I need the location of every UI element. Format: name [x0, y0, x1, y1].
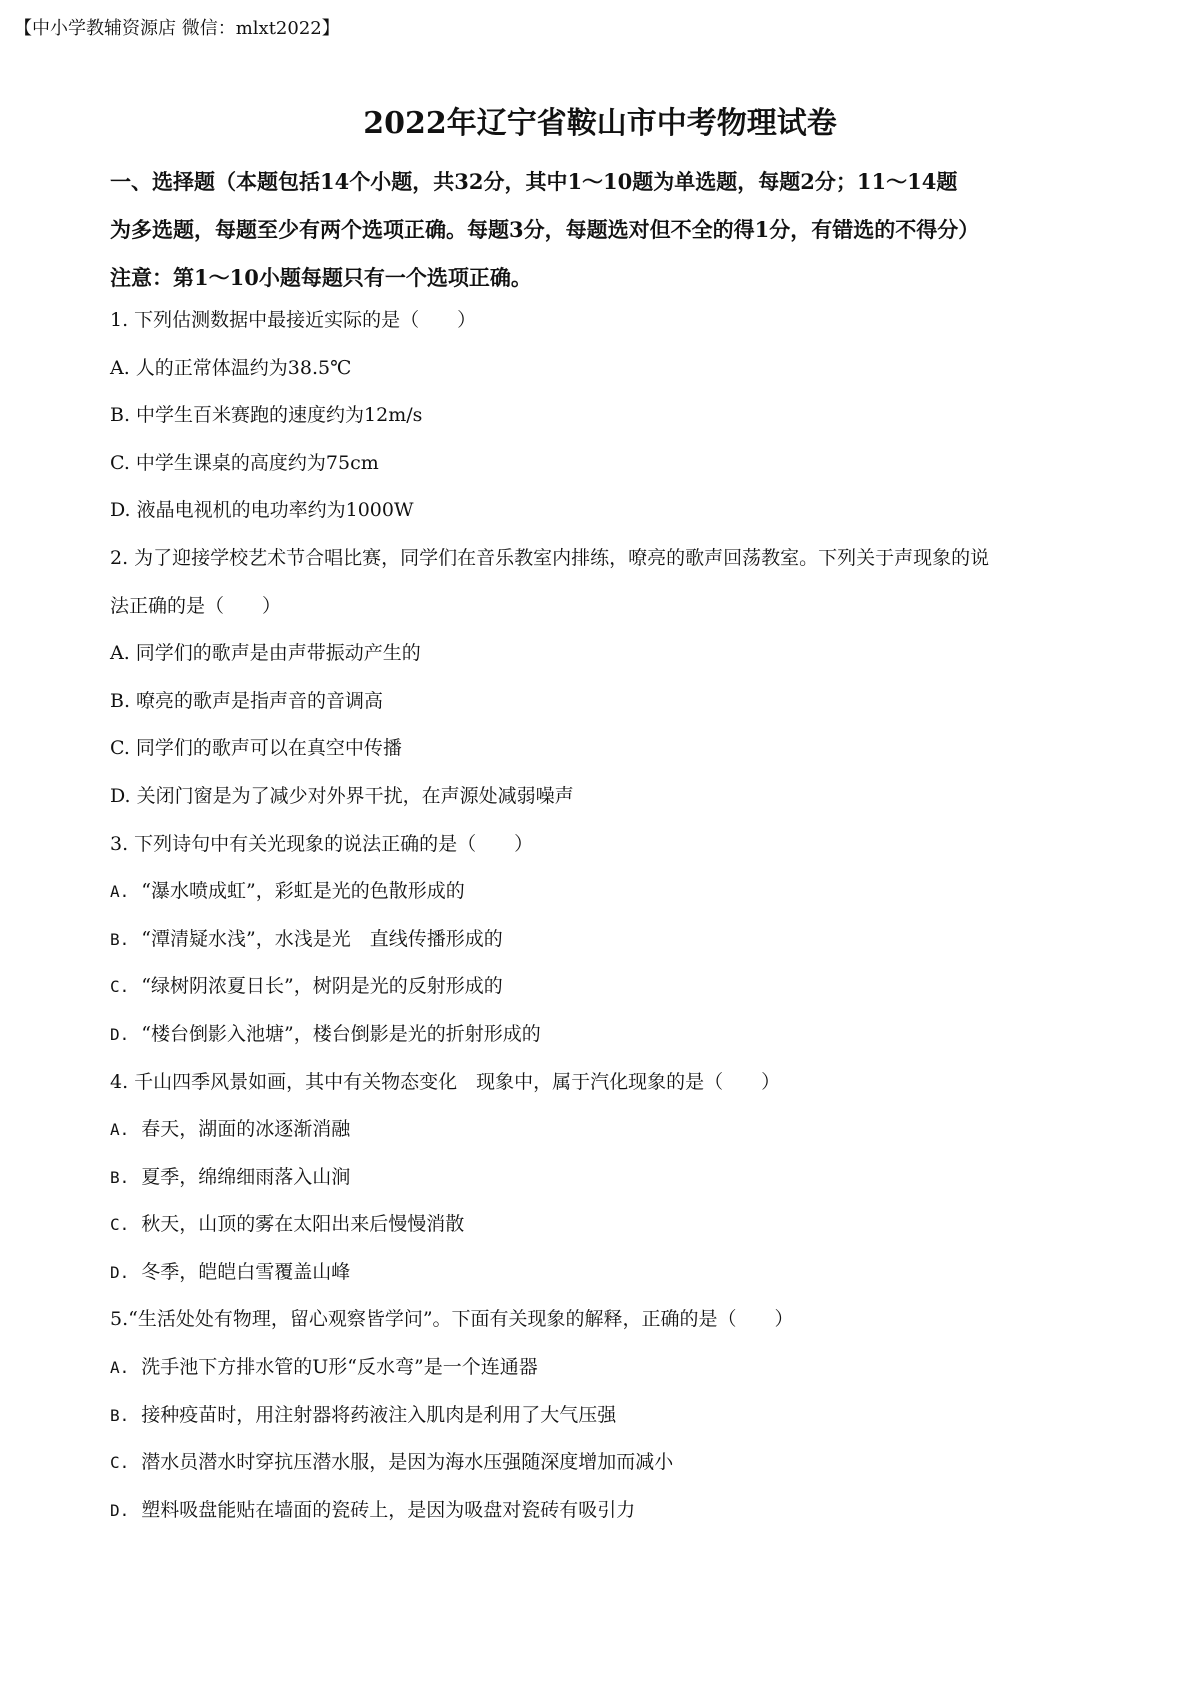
answer-option	[110, 1392, 1110, 1440]
answer-option	[110, 868, 1110, 916]
option-text: 同学们的歌声是由声带振动产生的	[135, 642, 421, 665]
option-text: 潜水员潜水时穿抗压潜水服，是因为海水压强随深度增加而减小	[141, 1451, 674, 1474]
question-3	[110, 821, 1110, 1059]
answer-option	[110, 773, 1110, 821]
answer-option	[110, 963, 1110, 1011]
option-label: D.	[110, 1500, 130, 1520]
answer-option	[110, 630, 1110, 678]
option-text: “绿树阴浓夏日长”，树阴是光的反射形成的	[141, 975, 503, 998]
option-text: 关闭门窗是为了减少对外界干扰，在声源处减弱噪声	[136, 784, 574, 807]
watermark-text: 【中小学教辅资源店 微信：mlxt2022】	[14, 18, 340, 39]
section-heading-line: 一、选择题（本题包括14个小题，共32分，其中1～10题为单选题，每题2分；11～14题	[110, 169, 958, 194]
answer-option	[110, 392, 1110, 440]
option-label: A.	[110, 642, 130, 665]
option-label: D.	[110, 1024, 130, 1044]
option-label: A.	[110, 1358, 130, 1378]
answer-option	[110, 1487, 1110, 1535]
option-text: 洗手池下方排水管的U形“反水弯”是一个连通器	[141, 1356, 538, 1379]
option-label: C.	[110, 737, 130, 760]
section-heading-line: 注意：第1～10小题每题只有一个选项正确。	[110, 265, 532, 290]
answer-option	[110, 1011, 1110, 1059]
option-text: 人的正常体温约为38.5℃	[135, 356, 352, 379]
option-label: B.	[110, 1405, 130, 1425]
option-text: “楼台倒影入池塘”，楼台倒影是光的折射形成的	[141, 1022, 541, 1045]
question-stem: 1. 下列估测数据中最接近实际的是（ ）	[110, 309, 477, 331]
answer-option	[110, 916, 1110, 964]
option-text: 嘹亮的歌声是指声音的音调高	[136, 689, 384, 712]
option-label: A.	[110, 882, 130, 902]
option-label: B.	[110, 1167, 130, 1187]
option-text: 中学生百米赛跑的速度约为12m/s	[136, 404, 423, 427]
question-stem: 2. 为了迎接学校艺术节合唱比赛，同学们在音乐教室内排练，嘹亮的歌声回荡教室。下列关于声现象的说	[110, 546, 990, 569]
option-text: 接种疫苗时，用注射器将药液注入肌肉是利用了大气压强	[141, 1403, 617, 1426]
option-label: A.	[110, 1120, 130, 1140]
answer-option	[110, 487, 1110, 535]
question-4	[110, 1059, 1110, 1297]
answer-option	[110, 1106, 1110, 1154]
question-list	[110, 297, 1110, 1534]
option-label: C.	[110, 977, 130, 997]
section-heading-line: 为多选题，每题至少有两个选项正确。每题3分，每题选对但不全的得1分，有错选的不得分）	[110, 217, 980, 242]
question-stem: 3. 下列诗句中有关光现象的说法正确的是（ ）	[110, 832, 534, 855]
question-stem: 法正确的是（ ）	[110, 594, 282, 617]
option-text: “瀑水喷成虹”，彩虹是光的色散形成的	[141, 880, 465, 903]
answer-option	[110, 1344, 1110, 1392]
question-2	[110, 535, 1110, 821]
question-1	[110, 297, 1110, 535]
page-title: 2022年辽宁省鞍山市中考物理试卷	[363, 106, 837, 141]
option-text: 同学们的歌声可以在真空中传播	[135, 737, 402, 760]
option-label: C.	[110, 1453, 130, 1473]
answer-option	[110, 678, 1110, 726]
option-label: B.	[110, 929, 130, 949]
option-label: B.	[110, 404, 131, 427]
option-label: A.	[110, 356, 130, 379]
answer-option	[110, 1154, 1110, 1202]
option-text: 夏季，绵绵细雨落入山涧	[141, 1165, 351, 1188]
option-label: B.	[110, 689, 131, 712]
option-text: 液晶电视机的电功率约为1000W	[136, 499, 414, 522]
option-label: C.	[110, 451, 130, 474]
option-label: C.	[110, 1215, 130, 1235]
option-label: D.	[110, 1262, 130, 1282]
option-text: “潭清疑水浅”，水浅是光 直线传播形成的	[141, 927, 503, 950]
option-text: 塑料吸盘能贴在墙面的瓷砖上，是因为吸盘对瓷砖有吸引力	[141, 1498, 636, 1521]
section-heading	[110, 158, 1110, 302]
answer-option	[110, 1249, 1110, 1297]
answer-option	[110, 440, 1110, 488]
option-text: 春天，湖面的冰逐渐消融	[141, 1118, 351, 1141]
option-text: 冬季，皑皑白雪覆盖山峰	[141, 1260, 351, 1283]
answer-option	[110, 1439, 1110, 1487]
question-stem: 5.“生活处处有物理，留心观察皆学问”。下面有关现象的解释，正确的是（ ）	[110, 1308, 794, 1331]
question-5	[110, 1296, 1110, 1534]
question-stem: 4. 千山四季风景如画，其中有关物态变化 现象中，属于汽化现象的是（ ）	[110, 1070, 781, 1093]
option-text: 中学生课桌的高度约为75cm	[135, 451, 379, 474]
answer-option	[110, 1201, 1110, 1249]
answer-option	[110, 725, 1110, 773]
answer-option	[110, 345, 1110, 393]
option-text: 秋天，山顶的雾在太阳出来后慢慢消散	[141, 1213, 465, 1236]
option-label: D.	[110, 499, 131, 522]
option-label: D.	[110, 784, 131, 807]
